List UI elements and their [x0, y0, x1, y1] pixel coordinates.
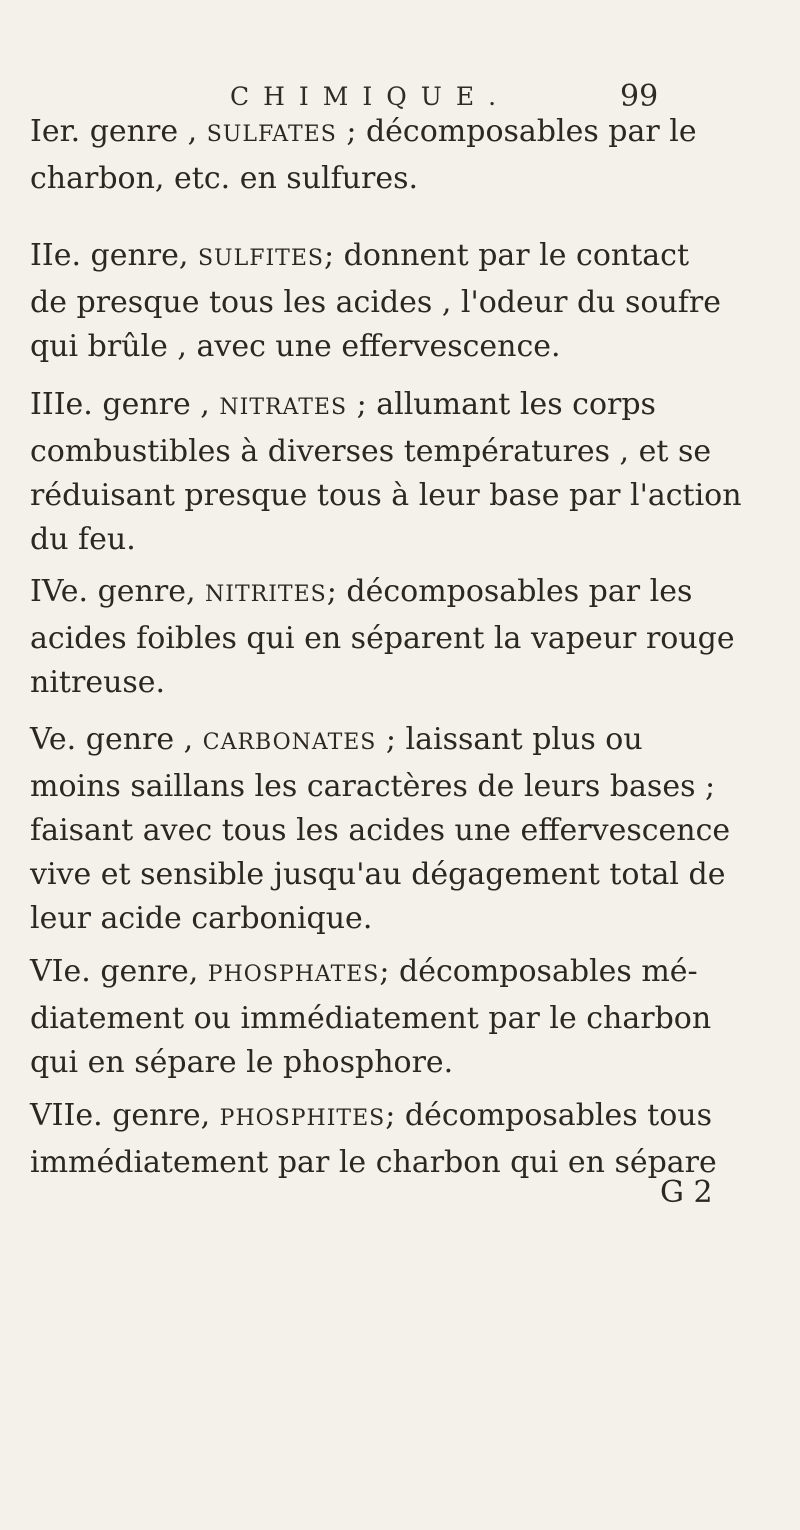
- text-line: charbon, etc. en sulfures.: [30, 161, 419, 196]
- catchword: G 2: [660, 1175, 713, 1210]
- text-line: qui brûle , avec une effervescence.: [30, 329, 561, 364]
- paragraph-sulfates: [30, 110, 770, 201]
- paragraph-nitrates: [30, 383, 770, 562]
- page-number: 99: [620, 79, 659, 114]
- running-head: CHIMIQUE.: [230, 82, 511, 111]
- paragraph-phosphites: [30, 1094, 770, 1185]
- paragraph-sulfites: [30, 234, 770, 369]
- text-line: IIIe. genre , NITRATES ; allumant les corps: [30, 387, 656, 422]
- paragraph-carbonates: [30, 718, 770, 941]
- text-line: du feu.: [30, 522, 136, 557]
- text-line: VIIe. genre, PHOSPHITES; décomposables tous: [30, 1098, 713, 1133]
- text-line: immédiatement par le charbon qui en sépare: [30, 1145, 717, 1180]
- text-line: IIe. genre, SULFITES; donnent par le contact: [30, 238, 690, 273]
- text-line: de presque tous les acides , l'odeur du soufre: [30, 285, 721, 320]
- text-line: moins saillans les caractères de leurs bases ;: [30, 769, 716, 804]
- text-line: nitreuse.: [30, 665, 166, 700]
- text-line: Ve. genre , CARBONATES ; laissant plus ou: [30, 722, 643, 757]
- text-line: Ier. genre , SULFATES ; décomposables par le: [30, 114, 697, 149]
- text-line: acides foibles qui en séparent la vapeur rouge: [30, 621, 735, 656]
- text-line: leur acide carbonique.: [30, 901, 373, 936]
- text-line: réduisant presque tous à leur base par l'action: [30, 478, 742, 513]
- paragraph-nitrites: [30, 570, 770, 705]
- text-line: faisant avec tous les acides une effervescence: [30, 813, 731, 848]
- text-line: combustibles à diverses températures , et se: [30, 434, 712, 469]
- paragraph-phosphates: [30, 950, 770, 1085]
- text-line: vive et sensible jusqu'au dégagement total de: [30, 857, 726, 892]
- text-line: diatement ou immédiatement par le charbon: [30, 1001, 712, 1036]
- text-line: qui en sépare le phosphore.: [30, 1045, 454, 1080]
- text-line: VIe. genre, PHOSPHATES; décomposables mé-: [30, 954, 698, 989]
- text-line: IVe. genre, NITRITES; décomposables par les: [30, 574, 693, 609]
